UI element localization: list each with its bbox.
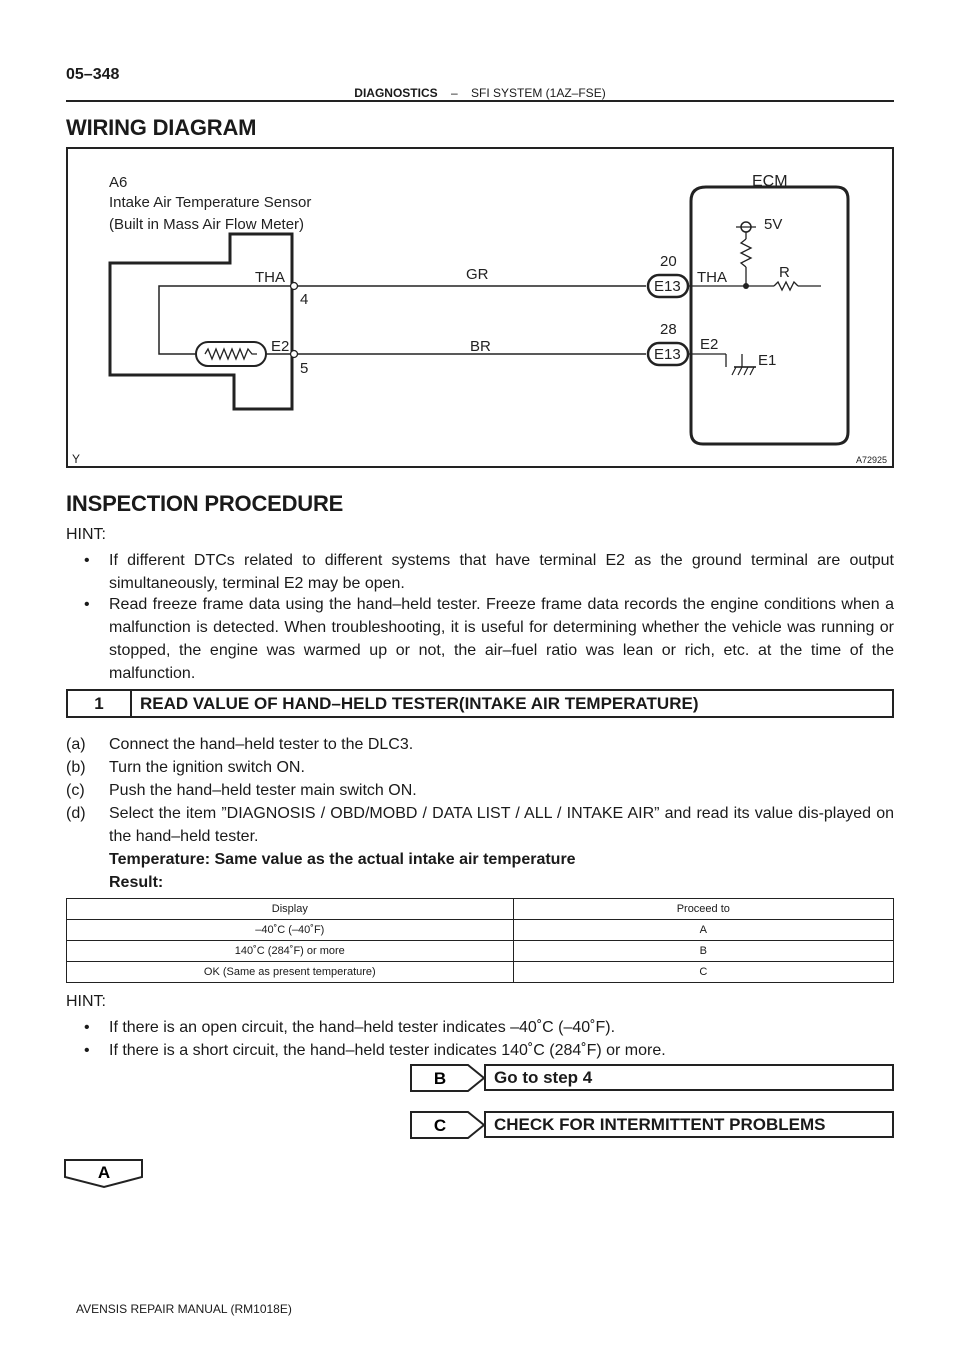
bullet-icon: •	[84, 596, 90, 613]
hint-label: HINT:	[66, 526, 106, 543]
table-cell: C	[513, 962, 893, 983]
terminal-5	[291, 351, 298, 358]
section-name: DIAGNOSTICS	[354, 86, 438, 100]
terminal-4	[291, 283, 298, 290]
sensor-e2-label: E2	[271, 338, 290, 355]
branch-tag-c	[410, 1111, 486, 1139]
item-text: Push the hand–held tester main switch ON.	[109, 782, 417, 799]
table-cell: –40˚C (–40˚F)	[67, 920, 514, 941]
wire-br-label: BR	[470, 338, 491, 355]
list-item	[66, 756, 894, 779]
table-cell: B	[513, 941, 893, 962]
table-row	[67, 941, 894, 962]
ecm-pin-28-label: 28	[660, 321, 677, 338]
manual-footer: AVENSIS REPAIR MANUAL (RM1018E)	[76, 1302, 292, 1316]
ecm-label: ECM	[752, 173, 788, 190]
next-step-tag-a	[64, 1159, 144, 1189]
item-text: Turn the ignition switch ON.	[109, 759, 305, 776]
result-table	[66, 898, 894, 983]
item-label: (d)	[66, 805, 86, 822]
table-row	[67, 962, 894, 983]
spec-label: Temperature: Same value as the actual intake air temperature	[109, 851, 576, 868]
bullet-icon: •	[84, 1019, 90, 1036]
connector-1-label: E13	[654, 278, 681, 295]
bullet-icon: •	[84, 1042, 90, 1059]
hint-label: HINT:	[66, 993, 106, 1010]
hint-text: If there is a short circuit, the hand–held tester indicates 140˚C (284˚F) or more.	[109, 1042, 666, 1059]
result-label: Result:	[109, 874, 164, 891]
pin-4-label: 4	[300, 291, 309, 308]
item-text: Select the item ”DIAGNOSIS / OBD/MOBD / DATA LIST / ALL / INTAKE AIR” and read its value dis-played on the hand–held tester.	[109, 805, 894, 845]
hint-text: Read freeze frame data using the hand–held tester. Freeze frame data records the engine conditions when a malfunction is detected. When troubleshooting, it is useful for determining whether the vehicle was running or stopped, the engine was warmed up or not, the air–fuel ratio was lean or rich, etc. at the time of the malfunction.	[109, 596, 894, 682]
item-label: (b)	[66, 759, 86, 776]
list-item	[66, 779, 894, 802]
table-header-cell: Display	[67, 899, 514, 920]
hint-item	[66, 549, 894, 595]
step-1-header	[66, 689, 894, 718]
hint-text: If different DTCs related to different systems that have terminal E2 as the ground terminal are output simultaneously, terminal E2 may be open.	[109, 552, 894, 592]
table-cell: 140˚C (284˚F) or more	[67, 941, 514, 962]
table-cell: A	[513, 920, 893, 941]
hint-item	[66, 1039, 894, 1062]
pin-5-label: 5	[300, 360, 309, 377]
ecm-tha-label: THA	[697, 269, 727, 286]
item-label: (c)	[66, 782, 85, 799]
table-header-row	[67, 899, 894, 920]
branch-b-action[interactable]: Go to step 4	[484, 1064, 894, 1091]
hint-item	[66, 593, 894, 685]
hint-item	[66, 1016, 894, 1039]
bullet-icon: •	[84, 552, 90, 569]
branch-tag-b	[410, 1064, 486, 1092]
subsection-name: SFI SYSTEM (1AZ–FSE)	[471, 86, 606, 100]
table-header-cell: Proceed to	[513, 899, 893, 920]
branch-c-action[interactable]: CHECK FOR INTERMITTENT PROBLEMS	[484, 1111, 894, 1138]
resistor-label: R	[779, 264, 790, 281]
branch-tag-label: C	[433, 1116, 447, 1135]
sensor-tha-label: THA	[255, 269, 285, 286]
step-title: READ VALUE OF HAND–HELD TESTER(INTAKE AIR TEMPERATURE)	[140, 694, 699, 713]
section-header	[0, 86, 960, 100]
list-item	[66, 802, 894, 848]
branch-tag-label: B	[433, 1069, 447, 1088]
page-number: 05–348	[66, 66, 120, 83]
table-cell: OK (Same as present temperature)	[67, 962, 514, 983]
voltage-label: 5V	[764, 216, 783, 233]
inspection-heading: INSPECTION PROCEDURE	[66, 491, 344, 516]
corner-mark: Y	[72, 452, 81, 466]
header-rule	[66, 100, 894, 102]
ecm-pin-20-label: 20	[660, 253, 677, 270]
list-item	[66, 733, 894, 756]
wiring-diagram-heading: WIRING DIAGRAM	[66, 115, 257, 140]
sensor-note-label: (Built in Mass Air Flow Meter)	[109, 216, 305, 233]
connector-2-label: E13	[654, 346, 681, 363]
sensor-id-label: A6	[109, 174, 128, 191]
sensor-name-label: Intake Air Temperature Sensor	[109, 194, 312, 211]
figure-id: A72925	[856, 455, 888, 465]
item-label: (a)	[66, 736, 86, 753]
ecm-e1-label: E1	[758, 352, 777, 369]
junction-dot	[743, 283, 749, 289]
wire-gr-label: GR	[466, 266, 489, 283]
item-text: Connect the hand–held tester to the DLC3.	[109, 736, 414, 753]
ecm-e2-label: E2	[700, 336, 719, 353]
table-row	[67, 920, 894, 941]
header-separator: –	[450, 86, 458, 100]
step-number: 1	[68, 691, 132, 716]
hint-text: If there is an open circuit, the hand–held tester indicates –40˚C (–40˚F).	[109, 1019, 616, 1036]
wiring-diagram	[66, 147, 894, 468]
next-step-label: A	[97, 1163, 111, 1182]
